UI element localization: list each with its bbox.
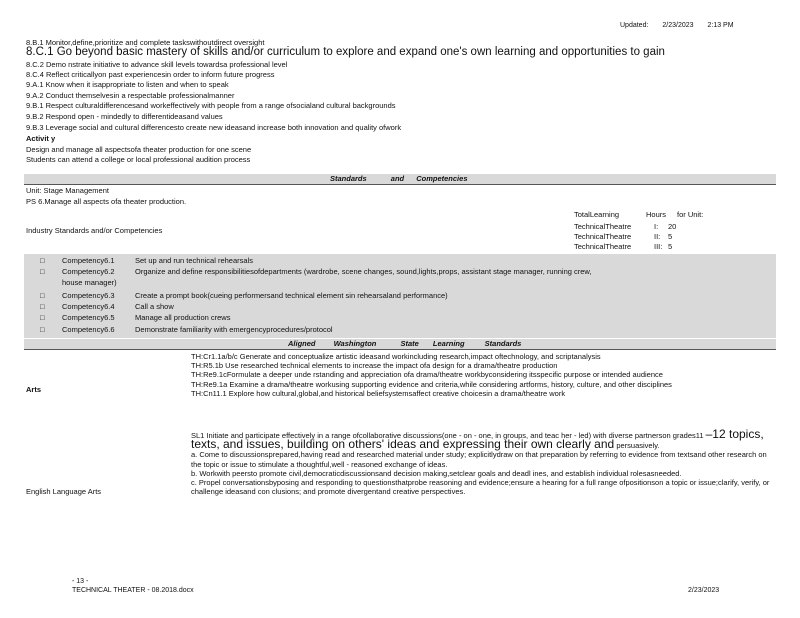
heading-standards: Standards	[330, 174, 367, 183]
footer-date: 2/23/2023	[688, 587, 720, 594]
competency-text: Organize and define responsibilitiesofdepartments (wardrobe, scene changes, sound,lights,props, assistant stage manager, running crew,	[135, 267, 592, 276]
competency-item	[40, 256, 253, 265]
activity-line-2: Students can attend a college or local professional audition process	[26, 155, 251, 164]
aligned-standards-heading	[288, 339, 521, 349]
updated-label: Updated:	[620, 22, 649, 29]
checkbox-icon: □	[40, 256, 45, 265]
competency-text: Demonstrate familiarity with emergencyprocedures/protocol	[135, 325, 333, 334]
aligned-word: Aligned	[288, 339, 316, 348]
english-item: b. Workwith peersto promote civil,democraticdiscussionsand decision making,setclear goals and deadl ines, and establish individual rolesasneeded.	[191, 468, 682, 478]
arts-standard: TH:Cr1.1a/b/c Generate and conceptualize artistic ideasand workincluding research,impact oftechnology, and scriptanalysis	[191, 352, 601, 361]
unit-line-2: PS 6.Manage all aspects ofa theater production.	[26, 197, 187, 206]
english-label: English Language Arts	[26, 487, 102, 496]
unit-line-1: Unit: Stage Management	[26, 186, 109, 195]
checkbox-icon: □	[40, 313, 45, 322]
heading-and: and	[390, 174, 405, 183]
competency-id: Competency6.3	[62, 291, 115, 300]
activity-label: Activit y	[26, 134, 56, 143]
updated-stamp	[620, 22, 734, 29]
checkbox-icon: □	[40, 291, 45, 300]
washington-word: Washington	[333, 339, 377, 348]
competency-id: Competency6.4	[62, 302, 115, 311]
english-item: a. Come to discussionsprepared,having read and researched material under study; explicitlydraw on that preparation by referring to evidence from textsand other research on the topic or issue to stimulate a thoughtful,well - reasoned exchange of ideas.	[191, 450, 767, 469]
std-8c1-code: 8.C.1	[26, 46, 54, 58]
hours-row-label: TechnicalTheatre	[574, 232, 632, 241]
competency-item	[40, 325, 333, 334]
industry-standards-header: Industry Standards and/or Competencies	[26, 226, 163, 235]
hours-header-left: TotalLearning	[574, 210, 620, 219]
std-line-8b1: 8.B.1 Monitor,define,prioritize and complete taskswithoutdirect oversight	[26, 38, 265, 47]
updated-date: 2/23/2023	[662, 22, 694, 29]
heading-competencies: Competencies	[416, 174, 468, 183]
sl1-large: –12 topics, texts, and issues, building on others' ideas and expressing their own clearly and	[191, 427, 764, 452]
footer-filename: TECHNICAL THEATER - 08.2018.docx	[72, 587, 194, 594]
hours-row	[574, 222, 694, 231]
hours-row-level: III:	[654, 242, 663, 251]
competency-text: Set up and run technical rehearsals	[135, 256, 253, 265]
sl1-end: persuasively.	[616, 441, 660, 451]
std-line-9b2: 9.B.2 Respond open - mindedly to differentideasand values	[26, 112, 223, 121]
hours-row-level: II:	[654, 232, 661, 241]
hours-row-value: 5	[668, 232, 673, 241]
std-line-9a2: 9.A.2 Conduct themselvesin a respectable professionalmanner	[26, 91, 235, 100]
std-line-8c2: 8.C.2 Demo nstrate initiative to advance skill levels towardsa professional level	[26, 60, 288, 69]
english-item: c. Propel conversationsbyposing and responding to questionsthatprobe reasoning and evidence;ensure a hearing for a full range ofpositionson a topic or issue;clarify, verify, or challenge ideasand con clusions; and promote divergentand creative perspectives.	[191, 478, 770, 497]
competency-id: Competency6.2	[62, 267, 115, 276]
arts-standard: TH:Re9.1a Examine a drama/theatre workusing supporting evidence and criteria,while considering artforms, history, culture, and other disciplines	[191, 379, 672, 389]
arts-label: Arts	[26, 385, 42, 394]
std-8c1-text: Go beyond basic mastery of skills and/or curriculum to explore and expand one's own learning and opportunities to gain	[56, 46, 665, 58]
competency-item	[40, 267, 592, 276]
hours-row	[574, 232, 694, 241]
competency-item	[40, 291, 448, 300]
hours-header	[574, 210, 704, 219]
competency-id: Competency6.6	[62, 325, 115, 334]
competency-id: Competency6.5	[62, 313, 115, 322]
hours-header-mid: Hours	[646, 210, 667, 219]
sl1-start: SL1 Initiate and participate effectively in a range ofcollaborative discussions(one - on - one, in groups, and teac her - led) with diverse partnerson grades11	[191, 431, 704, 440]
page-number: - 13 -	[72, 578, 89, 585]
arts-standard: TH:R5.1b Use researched technical elements to increase the impact ofa design for a drama/theatre production	[191, 361, 558, 371]
std-line-9b1: 9.B.1 Respect culturaldifferencesand workeffectively with people from a range ofsocialand cultural backgrounds	[26, 101, 396, 110]
competency-continuation: house manager)	[62, 278, 117, 287]
competency-item	[40, 313, 230, 322]
arts-standards	[191, 352, 771, 398]
arts-standard: TH:Re9.1cFormulate a deeper unde rstanding and appreciation ofa drama/theatre workbyconsidering itsspecific purpose or intended audience	[191, 370, 663, 380]
hours-row	[574, 242, 694, 251]
std-line-8c1	[26, 46, 665, 58]
checkbox-icon: □	[40, 302, 45, 311]
competency-text: Call a show	[135, 302, 174, 311]
checkbox-icon: □	[40, 325, 45, 334]
hours-row-label: TechnicalTheatre	[574, 242, 632, 251]
hours-row-level: I:	[654, 222, 659, 231]
english-standards	[191, 427, 771, 497]
checkbox-icon: □	[40, 267, 45, 276]
hours-row-value: 20	[668, 222, 677, 231]
learning-word: Learning	[432, 339, 465, 348]
hours-row-value: 5	[668, 242, 673, 251]
state-word: State	[400, 339, 419, 348]
standards-competencies-heading	[330, 174, 468, 184]
std-line-9b3: 9.B.3 Leverage social and cultural differencesto create new ideasand increase both innovation and quality ofwork	[26, 123, 402, 132]
competency-item	[40, 302, 174, 311]
sl1-standard	[191, 427, 771, 452]
competency-text: Manage all production crews	[135, 313, 231, 322]
divider	[24, 349, 776, 350]
divider	[24, 184, 776, 185]
competency-text: Create a prompt book(cueing performersand technical element sin rehearsaland performance)	[135, 291, 448, 300]
activity-line-1: Design and manage all aspectsofa theater production for one scene	[26, 145, 252, 154]
std-line-9a1: 9.A.1 Know when it isappropriate to listen and when to speak	[26, 80, 229, 89]
competency-id: Competency6.1	[62, 256, 115, 265]
std-line-8c4: 8.C.4 Reflect criticallyon past experiencesin order to inform future progress	[26, 70, 275, 79]
hours-header-right: for Unit:	[677, 210, 704, 219]
arts-standard: TH:Cn11.1 Explore how cultural,global,and historical beliefsystemsaffect creative choicesin a drama/theatre work	[191, 388, 566, 398]
hours-row-label: TechnicalTheatre	[574, 222, 632, 231]
standards-word: Standards	[484, 339, 522, 348]
updated-time: 2:13 PM	[707, 22, 734, 29]
